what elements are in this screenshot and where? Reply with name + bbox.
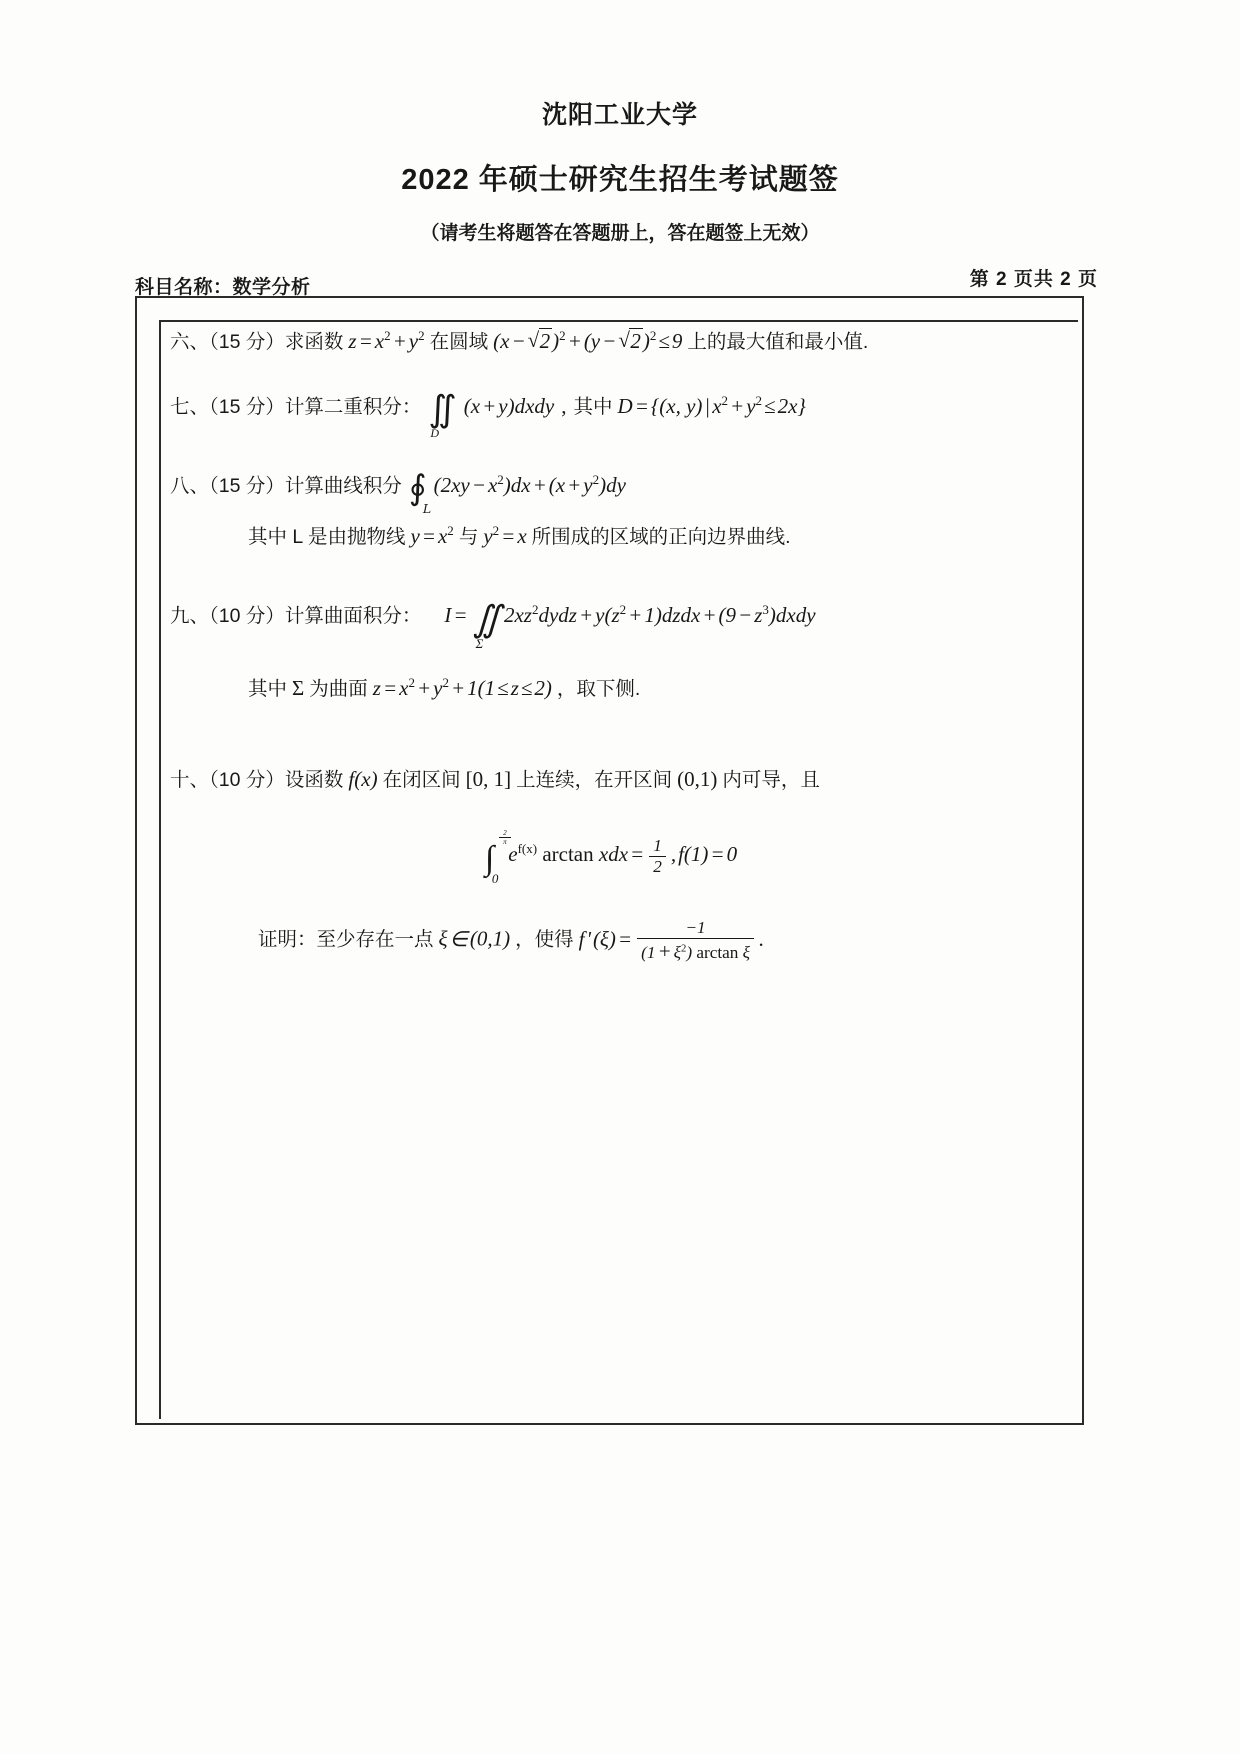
problem-9-line1 — [170, 596, 1050, 651]
problem-8-line1 — [170, 466, 1050, 516]
problem-10 — [170, 760, 1050, 963]
exam-title: 2022 年硕士研究生招生考试题签 — [401, 164, 839, 196]
problem-9-line2 — [170, 669, 1050, 708]
problem-8-number: 八、 — [170, 475, 210, 497]
problem-9-line2-post: ，取下侧. — [556, 678, 641, 700]
problem-8-line2-mid: 与 — [458, 526, 479, 548]
problem-10-prompt-b: 在闭区间 — [382, 769, 461, 791]
problem-7-integrand: (x+y)dxdy — [463, 394, 555, 418]
problem-10-prompt-a: 设函数 — [284, 769, 344, 791]
problem-7-prompt: 计算二重积分： — [284, 396, 422, 418]
subject-line — [135, 272, 311, 299]
problem-10-closed-interval: [0, 1] — [465, 767, 512, 791]
problem-9-number: 九、 — [170, 605, 210, 627]
problem-8-contour-integral: ∮ L — [408, 468, 432, 516]
problem-6-mid-text: 在圆域 — [429, 331, 489, 353]
problem-7-where-label: 其中 — [573, 396, 613, 418]
problem-9-line2-pre: 其中 — [248, 678, 288, 700]
problem-8-line2-post: 所围成的区域的正向边界曲线. — [531, 526, 791, 548]
problem-9-integral: I= ∬ Σ $2xz^2dydz+y(z^2+1)dzdx+(9-z^3)dxdy$ — [444, 599, 816, 651]
problem-9-surface: $z=x^2+y^2+1(1\le z\le 2)$ — [372, 675, 552, 700]
problem-6-prompt: 求函数 — [284, 331, 344, 353]
subject-label: 科目名称： — [135, 277, 233, 298]
problem-8-curve1: $y=x^2$ — [410, 523, 454, 548]
problem-7-number: 七、 — [170, 396, 210, 418]
problem-7-score: （15 分） — [209, 396, 285, 418]
problem-9 — [170, 596, 1050, 708]
problem-9-sigma: Σ — [292, 676, 305, 700]
problem-9-line2-mid: 为曲面 — [309, 678, 368, 700]
problem-8-line2 — [170, 517, 1050, 556]
problem-10-condition: ∫ $\frac{2}{\pi}$ 0 $e^{f(x)}$ arctan xdx= $\frac{1}{2}$ ,f(1)=0 — [484, 829, 738, 886]
university-name: 沈阳工业大学 — [541, 101, 698, 129]
problem-7-set-expr: D={(x, $y)|x^2+y^2\le 2x$} — [617, 393, 806, 418]
problem-10-prove-label: 证明： — [258, 928, 317, 951]
problem-8 — [170, 466, 1050, 556]
problem-8-score: （15 分） — [209, 475, 285, 497]
problem-6 — [170, 322, 1050, 361]
problem-10-prompt-c: 上连续，在开区间 — [516, 769, 673, 791]
problem-10-prompt-d: 内可导，且 — [722, 769, 820, 791]
problem-8-curve2: $y^2=x$ — [483, 523, 527, 548]
problem-10-line1 — [170, 760, 1050, 799]
problem-6-score: （15 分） — [209, 331, 285, 353]
subject-name: 数学分析 — [232, 277, 311, 298]
problem-7-double-integral: ∬ D — [428, 389, 457, 441]
problem-9-prompt: 计算曲面积分： — [284, 605, 422, 627]
problem-6-tail-text: 上的最大值和最小值. — [687, 331, 869, 353]
problem-8-line2-pre: 其中 L 是由抛物线 — [248, 526, 406, 548]
problem-10-open-interval: (0,1) — [677, 767, 718, 791]
problem-9-score: （10 分） — [209, 605, 285, 627]
page-indicator: 第 2 页共 2 页 — [969, 269, 1098, 290]
problem-10-number: 十、 — [170, 769, 210, 791]
problem-10-prove-line — [170, 918, 1050, 963]
problem-10-score: （10 分） — [209, 769, 285, 791]
problem-6-number: 六、 — [170, 331, 210, 353]
problem-8-prompt: 计算曲线积分 — [284, 475, 402, 497]
problem-6-function-expr: $z=x^2+y^2$ — [348, 328, 425, 353]
problems-container — [140, 296, 1080, 1421]
exam-notice: （请考生将题答在答题册上，答在题签上无效） — [420, 223, 820, 244]
problem-6-domain-expr: (x− √ 2)$^2$+(y− √ 2)$^2$≤9 — [493, 329, 682, 353]
problem-10-fx: f(x) — [348, 767, 378, 791]
document-header — [0, 95, 1240, 245]
problem-10-xi-in: ξ∈(0,1) — [438, 926, 511, 951]
problem-7: 七、（15 分）计算二重积分： ∬ D (x+y)dxdy , 其中 D={(x, $y)|x^2+y^2\le 2x$} — [170, 389, 806, 441]
problem-10-conclusion: f'(ξ)= $\frac{-1}{(1+ \xi^2) \arctan \xi}$ . — [578, 918, 765, 964]
problem-10-prove-text-b: ，使得 — [515, 928, 574, 951]
problem-10-prove-text-a: 至少存在一点 — [316, 928, 434, 951]
problem-8-integrand: $(2xy-x^2)dx+(x+y^2)dy$ — [433, 472, 626, 497]
